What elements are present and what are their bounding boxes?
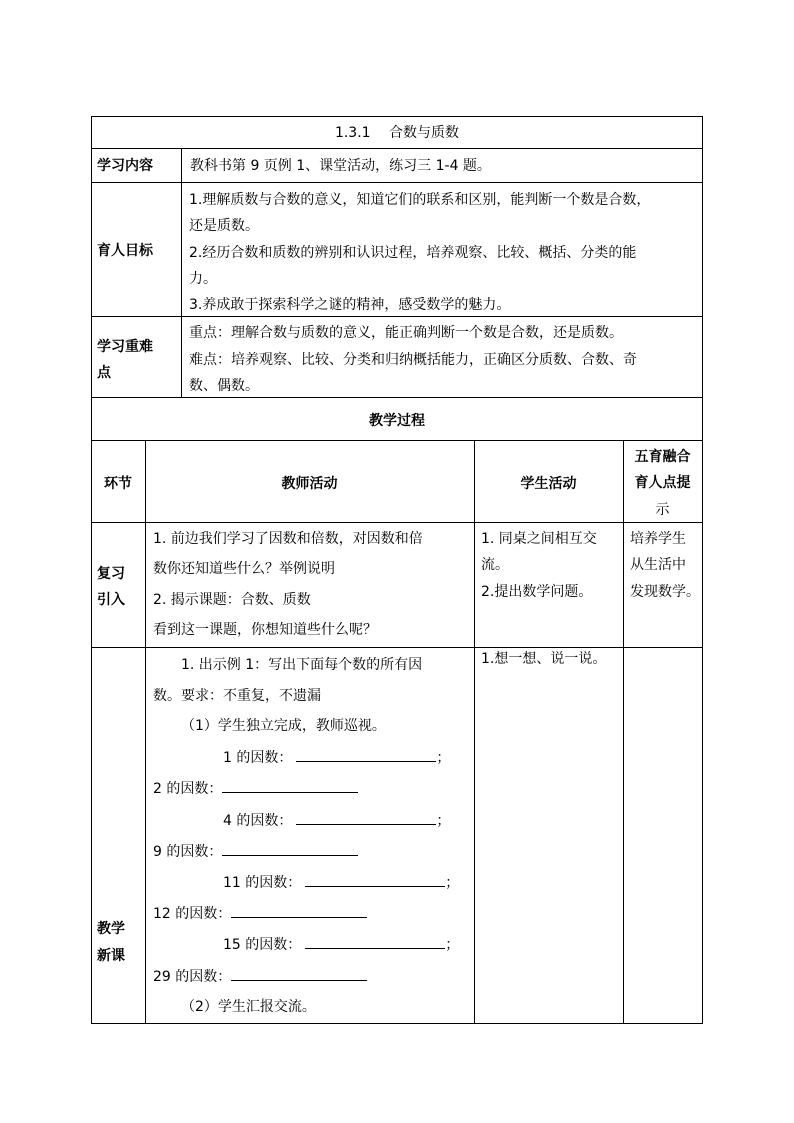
review-stage: 引入 — [97, 592, 125, 608]
answer-blank[interactable] — [296, 749, 436, 762]
review-wuyu-line: 从生活中 — [630, 557, 686, 573]
page-title: 1.3.1 合数与质数 — [334, 125, 460, 141]
example-intro: 1. 出示例 1：写出下面每个数的所有因 — [181, 657, 423, 673]
key-label: 学习重难 — [97, 339, 153, 355]
semicolon: ； — [436, 813, 451, 829]
table-rule — [91, 148, 703, 149]
key-line: 难点：培养观察、比较、分类和归纳概括能力，正确区分质数、合数、奇 — [189, 352, 637, 368]
table-rule — [474, 440, 475, 1024]
header-wuyu: 示 — [655, 502, 670, 518]
goal-line: 还是质数。 — [189, 218, 259, 234]
newlesson-stage: 教学 — [97, 921, 125, 937]
table-rule — [91, 316, 703, 317]
factor-label: 11 的因数： — [223, 875, 302, 891]
step-one: （1）学生独立完成，教师巡视。 — [181, 718, 386, 734]
factor-label: 1 的因数： — [223, 750, 293, 766]
table-rule — [91, 116, 703, 117]
answer-blank[interactable] — [231, 968, 367, 981]
review-teacher-line: 看到这一课题，你想知道些什么呢？ — [153, 622, 377, 638]
newlesson-stage: 新课 — [97, 948, 125, 964]
table-rule — [702, 116, 703, 1024]
key-line: 重点：理解合数与质数的意义，能正确判断一个数是合数，还是质数。 — [189, 325, 623, 341]
process-heading: 教学过程 — [369, 413, 425, 429]
answer-blank[interactable] — [305, 936, 445, 949]
header-stage: 环节 — [104, 476, 132, 492]
key-label: 点 — [97, 365, 111, 381]
table-rule — [91, 647, 703, 648]
factor-line — [223, 936, 459, 953]
answer-blank[interactable] — [222, 780, 358, 793]
header-teacher: 教师活动 — [281, 476, 338, 492]
example-intro: 数。要求：不重复，不遗漏 — [153, 688, 321, 704]
review-teacher-line: 2. 揭示课题：合数、质数 — [153, 592, 311, 608]
table-rule — [91, 116, 92, 1024]
factor-line — [223, 749, 450, 766]
step-two: （2）学生汇报交流。 — [181, 999, 316, 1015]
review-student-line: 流。 — [481, 557, 509, 573]
header-student: 学生活动 — [520, 476, 577, 492]
answer-blank[interactable] — [305, 874, 445, 887]
header-wuyu: 育人点提 — [634, 475, 691, 491]
table-rule — [91, 440, 703, 441]
goal-line: 1.理解质数与合数的意义，知道它们的联系和区别，能判断一个数是合数， — [189, 192, 651, 208]
newlesson-student-line: 1.想一想、说一说。 — [481, 651, 607, 667]
review-student-line: 1. 同桌之间相互交 — [481, 531, 597, 547]
factor-label: 4 的因数： — [223, 813, 293, 829]
semicolon: ； — [445, 875, 460, 891]
table-rule — [91, 522, 703, 523]
review-wuyu-line: 培养学生 — [630, 531, 686, 547]
answer-blank[interactable] — [222, 843, 358, 856]
table-rule — [623, 440, 624, 1024]
answer-blank[interactable] — [231, 905, 367, 918]
goal-line: 3.养成敢于探索科学之谜的精神，感受数学的魅力。 — [189, 297, 511, 313]
factor-line — [153, 843, 358, 860]
review-teacher-line: 1. 前边我们学习了因数和倍数，对因数和倍 — [153, 531, 423, 547]
review-teacher-line: 数你还知道些什么？举例说明 — [153, 561, 335, 577]
table-rule — [91, 397, 703, 398]
factor-line — [153, 780, 358, 797]
content-text: 教科书第 9 页例 1、课堂活动，练习三 1-4 题。 — [190, 158, 491, 174]
factor-line — [153, 968, 367, 985]
content-label: 学习内容 — [97, 158, 153, 174]
key-line: 数、偶数。 — [189, 378, 259, 394]
header-wuyu: 五育融合 — [634, 449, 691, 465]
factor-label: 29 的因数： — [153, 969, 232, 985]
factor-label: 12 的因数： — [153, 906, 232, 922]
semicolon: ； — [445, 937, 460, 953]
factor-label: 9 的因数： — [153, 844, 223, 860]
factor-line — [153, 905, 367, 922]
goal-label: 育人目标 — [97, 243, 153, 259]
goal-line: 2.经历合数和质数的辨别和认识过程，培养观察、比较、概括、分类的能 — [189, 245, 637, 261]
factor-label: 15 的因数： — [223, 937, 302, 953]
review-stage: 复习 — [97, 566, 125, 582]
semicolon: ； — [436, 750, 451, 766]
table-rule — [91, 182, 703, 183]
review-wuyu-line: 发现数学。 — [630, 584, 700, 600]
table-rule — [145, 440, 146, 1024]
review-student-line: 2.提出数学问题。 — [481, 584, 593, 600]
table-rule — [181, 148, 182, 398]
factor-line — [223, 874, 459, 891]
answer-blank[interactable] — [296, 812, 436, 825]
factor-line — [223, 812, 450, 829]
factor-label: 2 的因数： — [153, 781, 223, 797]
goal-line: 力。 — [189, 271, 217, 287]
table-rule — [91, 1023, 703, 1024]
